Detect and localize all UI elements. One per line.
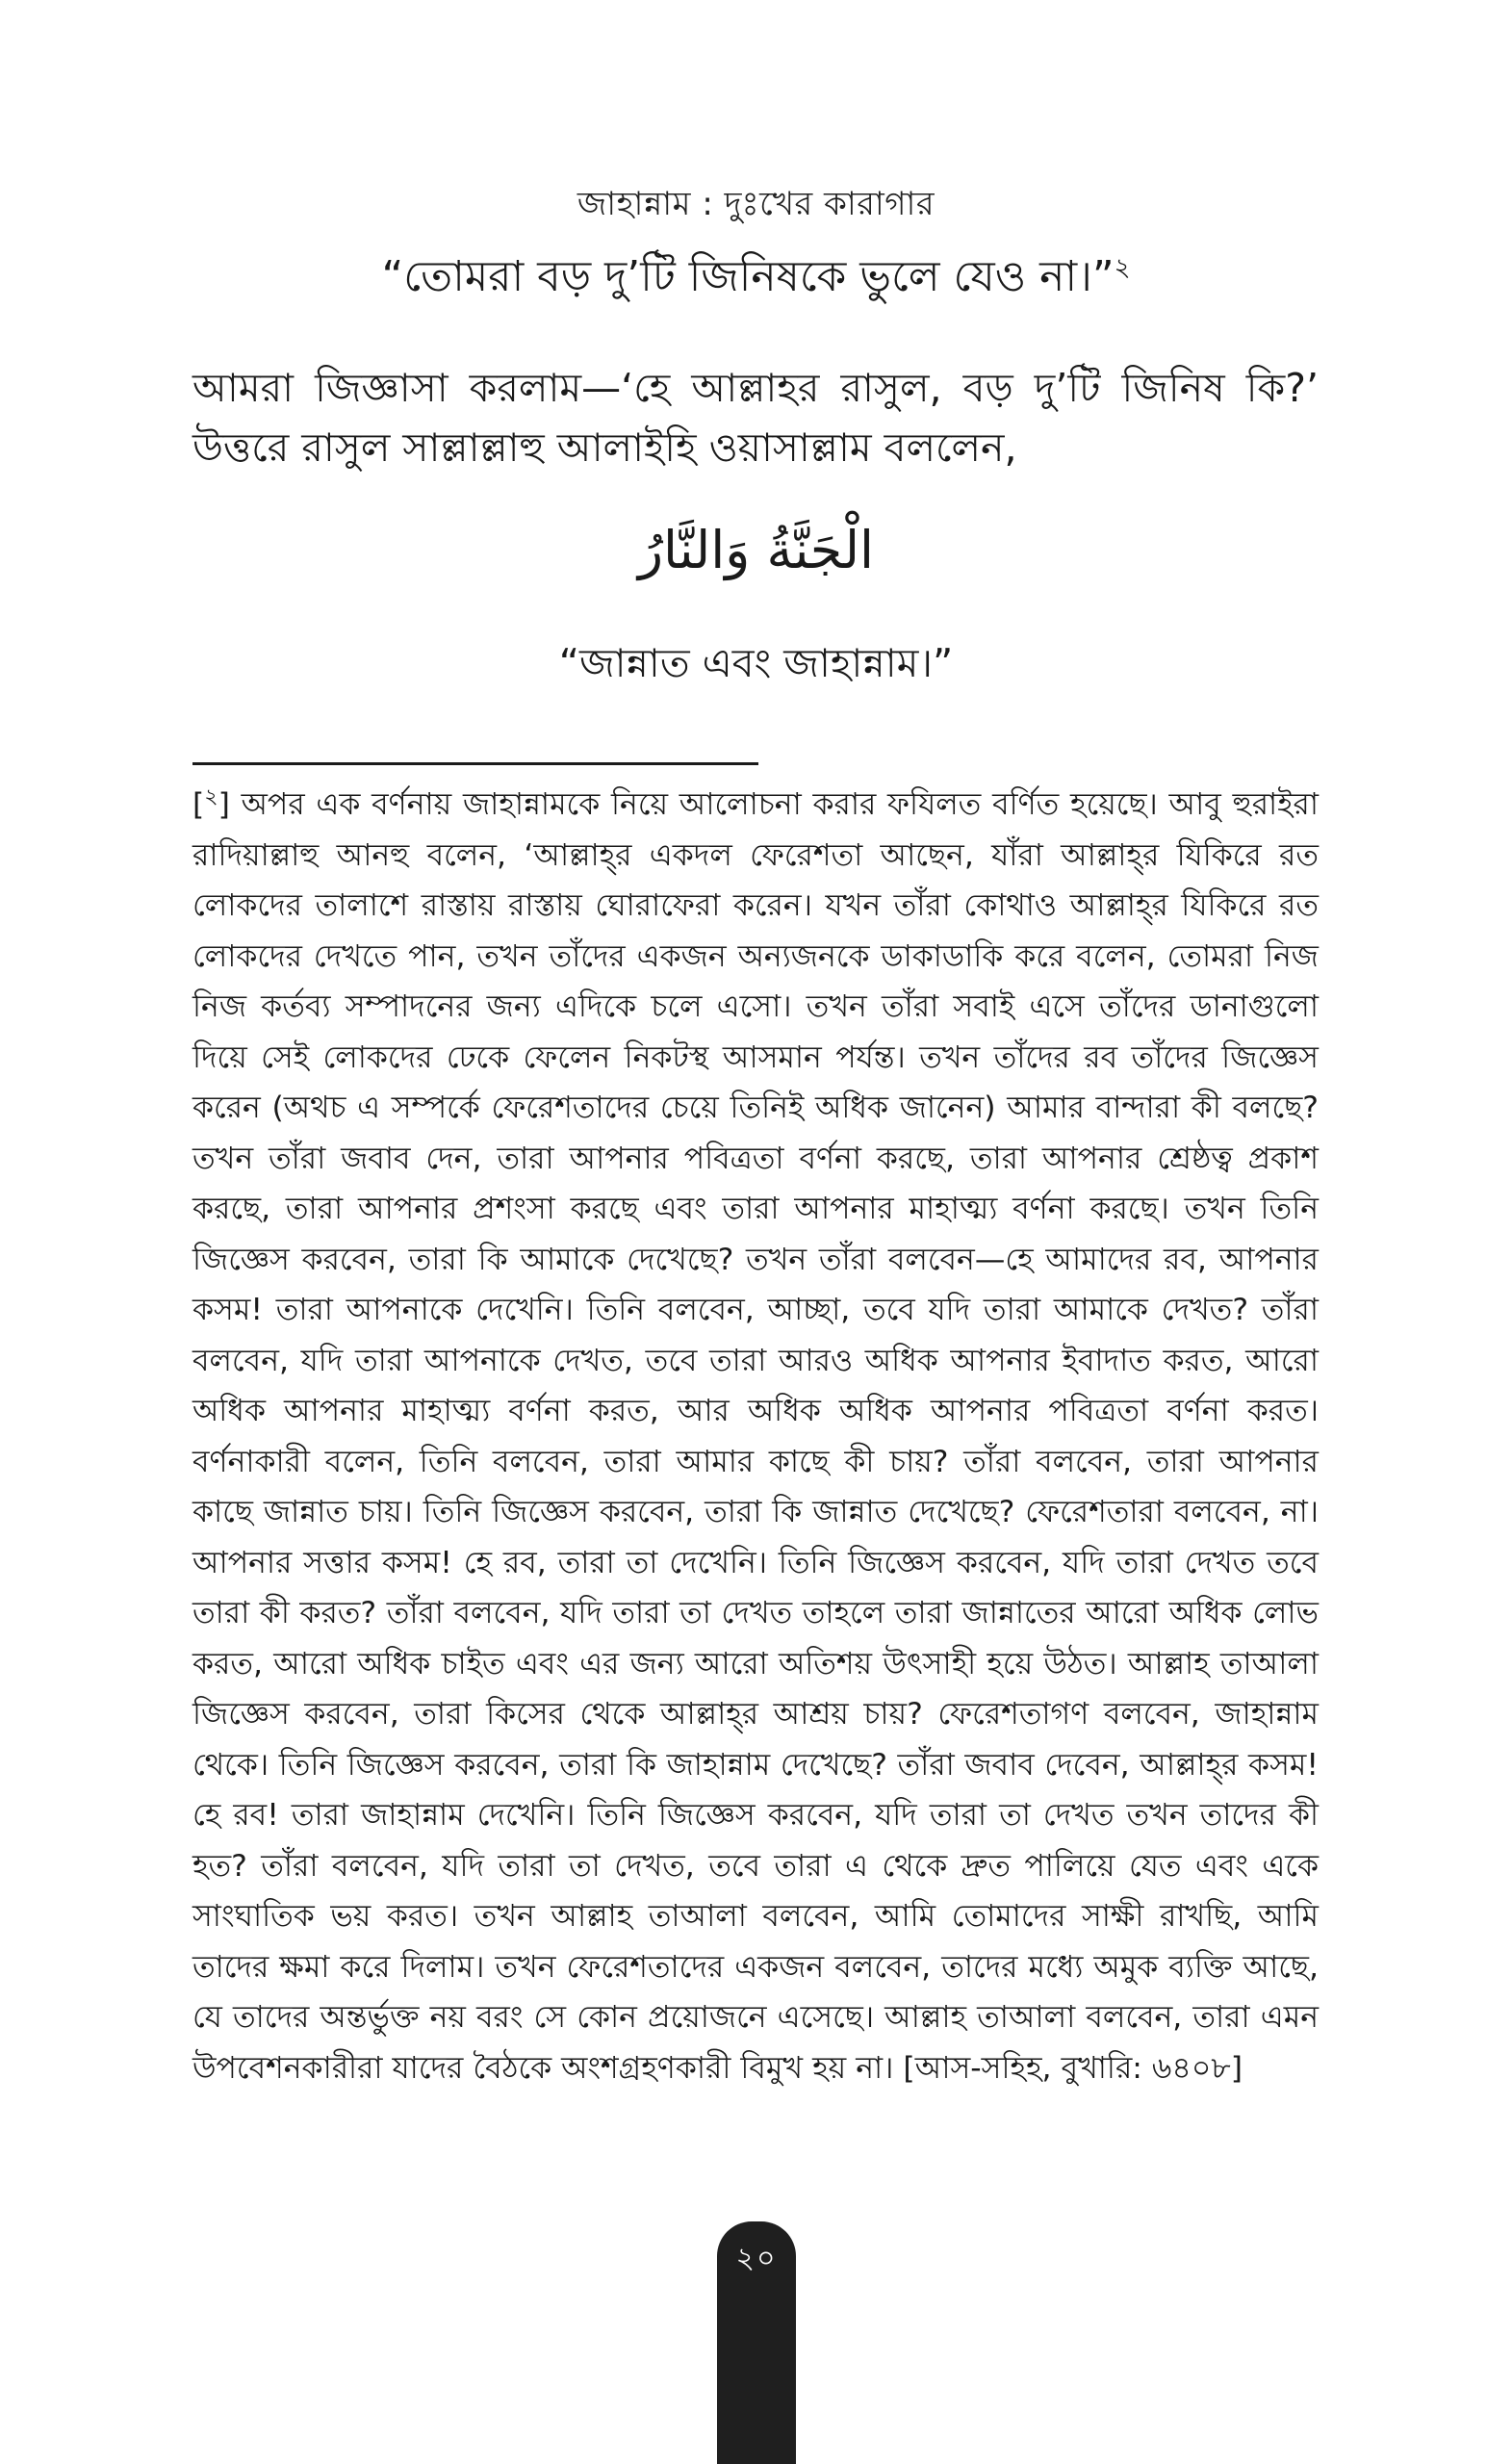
body-paragraph: আমরা জিজ্ঞাসা করলাম—‘হে আল্লাহর রাসুল, বড় দু’টি জিনিষ কি?’ উত্তরে রাসুল সাল্লাল্লাহু আলাইহি ওয়াসাল্লাম বললেন, <box>192 365 1319 471</box>
footnote-close-bracket: ] <box>218 787 230 822</box>
footnote-text: অপর এক বর্ণনায় জাহান্নামকে নিয়ে আলোচনা করার ফযিলত বর্ণিত হয়েছে। আবু হুরাইরা রাদিয়াল্লাহু আনহু বলেন, ‘আল্লাহ্‌র একদল ফেরেশতা আছেন, যাঁরা আল্লাহ্‌র যিকিরে রত লোকদের তালাশে রাস্তায় রাস্তায় ঘোরাফেরা করেন। যখন তাঁরা কোথাও আল্লাহ্‌র যিকিরে রত লোকদের দেখতে পান, তখন তাঁদের একজন অন্যজনকে ডাকাডাকি করে বলেন, তোমরা নিজ নিজ কর্তব্য সম্পাদনের জন্য এদিকে চলে এসো। তখন তাঁরা সবাই এসে তাঁদের ডানাগুলো দিয়ে সেই লোকদের ঢেকে ফেলেন নিকটস্থ আসমান পর্যন্ত। তখন তাঁদের রব তাঁদের জিজ্ঞেস করেন (অথচ এ সম্পর্কে ফেরেশতাদের চেয়ে তিনিই অধিক জানেন) আমার বান্দারা কী বলছে? তখন তাঁরা জবাব দেন, তারা আপনার পবিত্রতা বর্ণনা করছে, তারা আপনার শ্রেষ্ঠত্ব প্রকাশ করছে, তারা আপনার প্রশংসা করছে এবং তারা আপনার মাহাত্ম্য বর্ণনা করছে। তখন তিনি জিজ্ঞেস করবেন, তারা কি আমাকে দেখেছে? তখন তাঁরা বলবেন—হে আমাদের রব, আপনার কসম! তারা আপনাকে দেখেনি। তিনি বলবেন, আচ্ছা, তবে যদি তারা আমাকে দেখত? তাঁরা বলবেন, যদি তারা আপনাকে দেখত, তবে তারা আরও অধিক আপনার ইবাদাত করত, আরো অধিক আপনার মাহাত্ম্য বর্ণনা করত, আর অধিক অধিক আপনার পবিত্রতা বর্ণনা করত। বর্ণনাকারী বলেন, তিনি বলবেন, তারা আমার কাছে কী চায়? তাঁরা বলবেন, তারা আপনার কাছে জান্নাত চায়। তিনি জিজ্ঞেস করবেন, তারা কি জান্নাত দেখেছে? ফেরেশতারা বলবেন, না। আপনার সত্তার কসম! হে রব, তারা তা দেখেনি। তিনি জিজ্ঞেস করবেন, যদি তারা দেখত তবে তারা কী করত? তাঁরা বলবেন, যদি তারা তা দেখত তাহলে তারা জান্নাতের আরো অধিক লোভ করত, আরো অধিক চাইত এবং এর জন্য আরো অতিশয় উৎসাহী হয়ে উঠত। আল্লাহ তাআলা জিজ্ঞেস করবেন, তারা কিসের থেকে আল্লাহ্‌র আশ্রয় চায়? ফেরেশতাগণ বলবেন, জাহান্নাম থেকে। তিনি জিজ্ঞেস করবেন, তারা কি জাহান্নাম দেখেছে? তাঁরা জবাব দেবেন, আল্লাহ্‌র কসম! হে রব! তারা জাহান্নাম দেখেনি। তিনি জিজ্ঞেস করবেন, যদি তারা তা দেখত তখন তাদের কী হত? তাঁরা বলবেন, যদি তারা তা দেখত, তবে তারা এ থেকে দ্রুত পালিয়ে যেত এবং একে সাংঘাতিক ভয় করত। তখন আল্লাহ তাআলা বলবেন, আমি তোমাদের সাক্ষী রাখছি, আমি তাদের ক্ষমা করে দিলাম। তখন ফেরেশতাদের একজন বলবেন, তাদের মধ্যে অমুক ব্যক্তি আছে, যে তাদের অন্তর্ভুক্ত নয় বরং সে কোন প্রয়োজনে এসেছে। আল্লাহ তাআলা বলবেন, তারা এমন উপবেশনকারীরা যাদের বৈঠকে অংশগ্রহণকারী বিমুখ হয় না। [আস-সহিহ, বুখারি: ৬৪০৮] <box>192 787 1319 2086</box>
hadith-quote <box>192 252 1320 303</box>
footnote-reference[interactable]: ২ <box>1114 253 1131 283</box>
footnote-divider <box>192 762 758 765</box>
footnote-marker: ২ <box>204 784 218 809</box>
arabic-translation: “জান্নাত এবং জাহান্নাম।” <box>558 640 954 686</box>
footnote <box>192 780 1319 2093</box>
footnote-open-bracket: [ <box>192 787 205 822</box>
hadith-quote-text: “তোমরা বড় দু’টি জিনিষকে ভুলে যেও না।” <box>381 252 1115 301</box>
arabic-text: الْجَنَّةُ وَالنَّارُ <box>637 520 875 580</box>
running-head: জাহান্নাম : দুঃখের কারাগার <box>577 185 935 223</box>
page-number: ২০ <box>735 2242 778 2275</box>
